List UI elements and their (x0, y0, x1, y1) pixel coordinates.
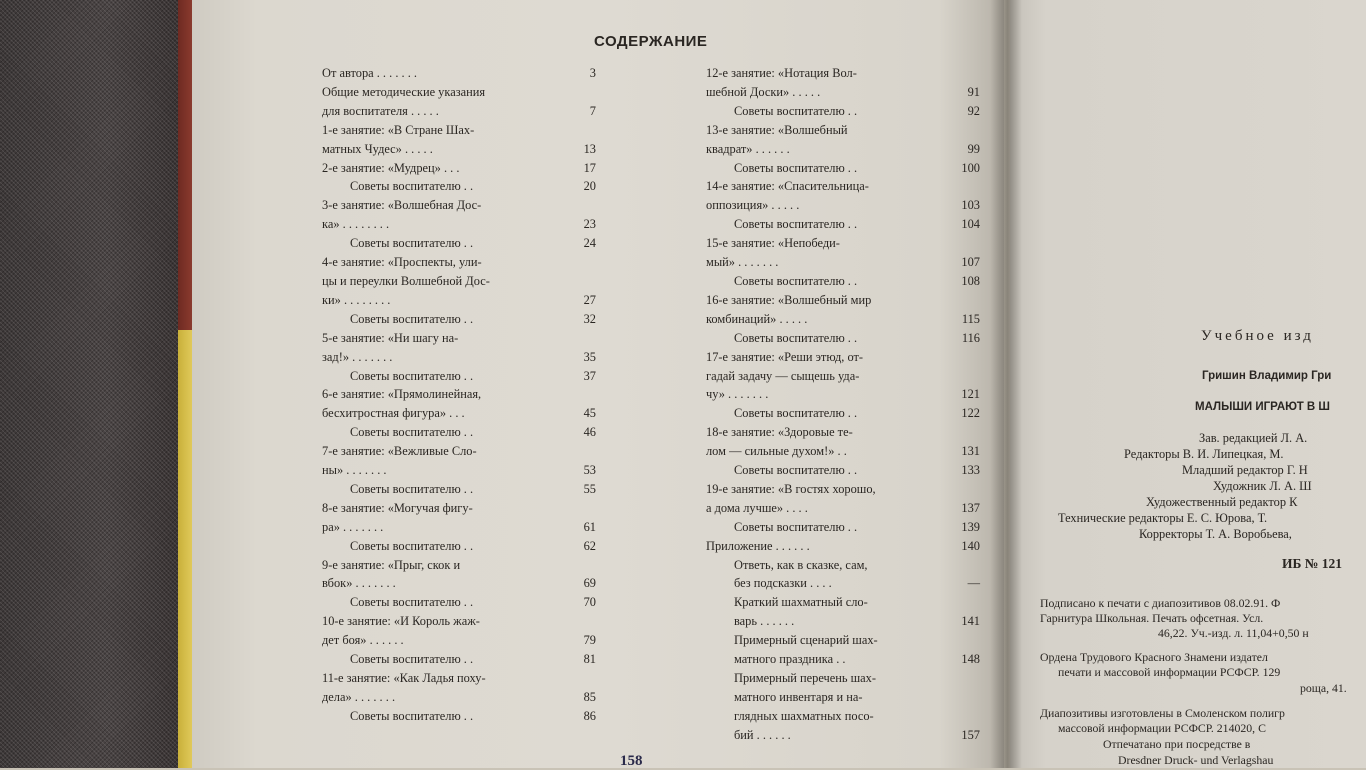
toc-entry-text: матного праздника . . (734, 652, 846, 667)
toc-subentry (706, 215, 984, 234)
toc-subentry (322, 480, 600, 499)
toc-page-number: 70 (583, 595, 596, 610)
toc-entry (322, 64, 600, 83)
toc-entry-text: Советы воспитателю . . (350, 368, 474, 383)
toc-page-number: 81 (583, 652, 596, 667)
toc-subentry (706, 556, 984, 594)
toc-entry (706, 291, 984, 329)
book-gutter (990, 0, 1022, 768)
toc-page-number: 108 (961, 273, 980, 288)
toc-entry-text: Советы воспитателю . . (350, 538, 474, 553)
imprint-edition-type: Учебное изд (1201, 328, 1314, 344)
toc-entry (706, 177, 984, 215)
toc-subentry (706, 518, 984, 537)
toc-page-number: 140 (961, 538, 980, 553)
toc-entry-text: бий . . . . . . (734, 727, 791, 742)
toc-subentry (706, 272, 984, 291)
toc-entry-text: 16-е занятие: «Волшебный мир (706, 292, 872, 307)
toc-entry-text: для воспитателя . . . . . (322, 103, 439, 118)
toc-subentry (706, 631, 984, 669)
toc-page-number: 116 (961, 330, 980, 345)
toc-column-right (706, 64, 984, 745)
toc-entry-text: Советы воспитателю . . (350, 425, 474, 440)
toc-page-number: 141 (961, 614, 980, 629)
toc-page-number: 7 (589, 103, 596, 118)
toc-entry-text: варь . . . . . . (734, 614, 795, 629)
toc-page-number: 32 (583, 311, 596, 326)
imprint-line: Ордена Трудового Красного Знамени издател (1040, 650, 1268, 664)
toc-entry-text: Советы воспитателю . . (734, 217, 858, 232)
toc-entry-text: матных Чудес» . . . . . (322, 141, 433, 156)
toc-entry-text: 8-е занятие: «Могучая фигу- (322, 500, 473, 515)
imprint-line: Младший редактор Г. Н (1182, 463, 1308, 477)
toc-subentry (322, 423, 600, 442)
toc-entry (706, 480, 984, 518)
toc-entry-text: Советы воспитателю . . (350, 708, 474, 723)
toc-entry (322, 499, 600, 537)
toc-entry-text: 2-е занятие: «Мудрец» . . . (322, 160, 460, 175)
toc-entry-text: комбинаций» . . . . . (706, 311, 808, 326)
toc-page-number: 62 (583, 538, 596, 553)
imprint-line: Dresdner Druck- und Verlagshau (1118, 753, 1274, 767)
toc-entry-text: ра» . . . . . . . (322, 519, 384, 534)
toc-page-number: 37 (583, 368, 596, 383)
imprint-line: Отпечатано при посредстве в (1103, 737, 1251, 751)
imprint-line: роща, 41. (1300, 681, 1347, 695)
toc-page-number: 139 (961, 519, 980, 534)
toc-subentry (322, 177, 600, 196)
toc-entry-text: цы и переулки Волшебной Дос- (322, 273, 490, 288)
toc-entry-text: вбок» . . . . . . . (322, 576, 396, 591)
toc-page-number: 104 (961, 217, 980, 232)
toc-entry-text: глядных шахматных посо- (734, 708, 874, 723)
toc-subentry (322, 650, 600, 669)
toc-subentry (706, 461, 984, 480)
toc-entry-text: 11-е занятие: «Как Ладья поху- (322, 671, 486, 685)
toc-page-number: 92 (967, 103, 980, 118)
imprint-ib-number: ИБ № 121 (1282, 556, 1342, 571)
imprint-line: массовой информации РСФСР. 214020, С (1058, 721, 1266, 735)
toc-page-number: 100 (961, 160, 980, 175)
toc-entry (322, 83, 600, 121)
toc-entry-text: 1-е занятие: «В Стране Шах- (322, 122, 475, 137)
toc-page-number: 46 (583, 425, 596, 440)
imprint-author: Гришин Владимир Гри (1202, 370, 1332, 382)
toc-entry (322, 612, 600, 650)
toc-entry-text: чу» . . . . . . . (706, 387, 769, 402)
toc-page-number: 24 (583, 236, 596, 251)
toc-entry-text: ны» . . . . . . . (322, 463, 387, 478)
toc-entry-text: От автора . . . . . . . (322, 66, 418, 80)
toc-entry-text: Советы воспитателю . . (350, 481, 474, 496)
toc-entry (322, 385, 600, 423)
toc-entry (706, 348, 984, 405)
toc-entry-text: 9-е занятие: «Прыг, скок и (322, 557, 461, 572)
toc-entry-text: 10-е занятие: «И Король жаж- (322, 614, 480, 629)
toc-entry-text: 17-е занятие: «Реши этюд, от- (706, 349, 864, 364)
toc-entry (322, 669, 600, 707)
toc-page-number: 23 (583, 217, 596, 232)
toc-page-number: 79 (583, 633, 596, 648)
toc-entry (322, 253, 600, 310)
toc-entry-text: Приложение . . . . . . (706, 538, 810, 553)
toc-entry (322, 329, 600, 367)
toc-entry (706, 121, 984, 159)
toc-page-number: 86 (583, 708, 596, 723)
toc-subentry (322, 707, 600, 726)
toc-entry-text: лом — сильные духом!» . . (706, 444, 847, 459)
toc-entry-text: 18-е занятие: «Здоровые те- (706, 425, 853, 440)
toc-entry (322, 159, 600, 178)
toc-entry-text: Советы воспитателю . . (350, 652, 474, 667)
toc-subentry (706, 102, 984, 121)
toc-entry (322, 556, 600, 594)
toc-entry (322, 196, 600, 234)
toc-page-number: 35 (583, 349, 596, 364)
toc-entry-text: 4-е занятие: «Проспекты, ули- (322, 255, 482, 270)
imprint-line: Художественный редактор К (1146, 495, 1298, 509)
toc-subentry (706, 329, 984, 348)
toc-page-number: 55 (583, 481, 596, 496)
imprint-title: МАЛЫШИ ИГРАЮТ В Ш (1195, 401, 1330, 413)
toc-subentry (706, 404, 984, 423)
toc-entry-text: Советы воспитателю . . (734, 160, 858, 175)
toc-subentry (322, 234, 600, 253)
toc-entry-text: Советы воспитателю . . (734, 103, 858, 118)
toc-page-number: 85 (583, 689, 596, 704)
toc-entry-text: Советы воспитателю . . (734, 273, 858, 288)
toc-page-number: 103 (961, 198, 980, 213)
toc-page-number: 45 (583, 406, 596, 421)
toc-page-number: 3 (589, 66, 596, 80)
toc-subentry (322, 593, 600, 612)
toc-entry-text: 3-е занятие: «Волшебная Дос- (322, 198, 482, 213)
imprint-line: Редакторы В. И. Липецкая, М. (1124, 447, 1284, 461)
toc-entry-text: мый» . . . . . . . (706, 255, 779, 270)
toc-subentry (706, 593, 984, 631)
toc-entry-text: дет боя» . . . . . . (322, 633, 404, 648)
toc-entry-text: зад!» . . . . . . . (322, 349, 393, 364)
toc-entry-text: 13-е занятие: «Волшебный (706, 122, 848, 137)
toc-page-number: 115 (961, 311, 980, 326)
toc-entry-text: Советы воспитателю . . (734, 519, 858, 534)
imprint-line: 46,22. Уч.-изд. л. 11,04+0,50 н (1158, 626, 1309, 640)
toc-page-number: 53 (583, 463, 596, 478)
toc-page-number: 122 (961, 406, 980, 421)
toc-page-number: 137 (961, 500, 980, 515)
imprint-line: Диапозитивы изготовлены в Смоленском полигр (1040, 706, 1285, 720)
imprint-line: Подписано к печати с диапозитивов 08.02.91. Ф (1040, 596, 1281, 610)
toc-entry-text: Советы воспитателю . . (734, 406, 858, 421)
imprint-line: Гарнитура Школьная. Печать офсетная. Усл. (1040, 611, 1264, 625)
toc-entry-text: шебной Доски» . . . . . (706, 84, 821, 99)
toc-subentry (706, 159, 984, 178)
imprint-line: печати и массовой информации РСФСР. 129 (1058, 665, 1281, 679)
toc-entry-text: 5-е занятие: «Ни шагу на- (322, 330, 459, 345)
toc-page-number: — (967, 576, 980, 591)
toc-entry (706, 537, 984, 556)
toc-subentry (322, 537, 600, 556)
toc-page-number: 17 (583, 160, 596, 175)
toc-entry-text: Примерный сценарий шах- (734, 633, 878, 648)
toc-page-number: 107 (961, 255, 980, 270)
toc-page-number: 133 (961, 463, 980, 478)
toc-entry-text: ка» . . . . . . . . (322, 217, 390, 232)
toc-entry-text: бесхитростная фигура» . . . (322, 406, 465, 421)
imprint-line: Зав. редакцией Л. А. (1199, 431, 1308, 445)
toc-entry-text: без подсказки . . . . (734, 576, 832, 591)
toc-entry-text: 19-е занятие: «В гостях хорошо, (706, 481, 876, 496)
toc-entry (322, 442, 600, 480)
imprint-line: Технические редакторы Е. С. Юрова, Т. (1058, 511, 1268, 525)
toc-entry-text: квадрат» . . . . . . (706, 141, 790, 156)
toc-page-number: 69 (583, 576, 596, 591)
toc-entry-text: Советы воспитателю . . (350, 179, 474, 194)
toc-page-number: 121 (961, 387, 980, 402)
toc-entry-text: 15-е занятие: «Непобеди- (706, 236, 840, 251)
page-number: 158 (620, 753, 643, 769)
toc-page-number: 91 (967, 84, 980, 99)
toc-entry-text: а дома лучше» . . . . (706, 500, 808, 515)
toc-subentry (322, 310, 600, 329)
toc-entry-text: гадай задачу — сыщешь уда- (706, 368, 860, 383)
toc-page-number: 157 (961, 727, 980, 742)
book-cover-cloth (0, 0, 178, 768)
toc-entry-text: 14-е занятие: «Спасительница- (706, 179, 869, 194)
toc-entry-text: матного инвентаря и на- (734, 689, 863, 704)
toc-entry-text: ки» . . . . . . . . (322, 292, 391, 307)
cover-edge-yellow (178, 330, 192, 768)
toc-entry-text: Советы воспитателю . . (734, 463, 858, 478)
toc-page-number: 99 (967, 141, 980, 156)
toc-entry-text: Советы воспитателю . . (734, 330, 858, 345)
toc-entry (706, 234, 984, 272)
toc-subentry (706, 669, 984, 745)
toc-page-number: 27 (583, 292, 596, 307)
toc-entry-text: Общие методические указания (322, 84, 486, 99)
toc-page-number: 148 (961, 652, 980, 667)
toc-entry-text: Примерный перечень шах- (734, 671, 876, 685)
toc-entry-text: Советы воспитателю . . (350, 595, 474, 610)
toc-entry (706, 64, 984, 102)
toc-column-left (322, 64, 600, 726)
toc-heading: СОДЕРЖАНИЕ (594, 33, 708, 50)
toc-entry-text: оппозиция» . . . . . (706, 198, 800, 213)
toc-entry (706, 423, 984, 461)
toc-entry-text: дела» . . . . . . . (322, 689, 396, 704)
toc-entry (322, 121, 600, 159)
toc-page-number: 13 (583, 141, 596, 156)
toc-entry-text: 6-е занятие: «Прямолинейная, (322, 387, 482, 402)
toc-page-number: 20 (583, 179, 596, 194)
toc-page-number: 131 (961, 444, 980, 459)
imprint-line: Корректоры Т. А. Воробьева, (1139, 527, 1292, 541)
toc-page-number: 61 (583, 519, 596, 534)
toc-entry-text: Краткий шахматный сло- (734, 595, 868, 610)
imprint-line: Художник Л. А. Ш (1213, 479, 1312, 493)
toc-subentry (322, 367, 600, 386)
toc-entry-text: Советы воспитателю . . (350, 236, 474, 251)
toc-entry-text: Советы воспитателю . . (350, 311, 474, 326)
toc-entry-text: 12-е занятие: «Нотация Вол- (706, 66, 857, 80)
toc-entry-text: Ответь, как в сказке, сам, (734, 557, 868, 572)
toc-entry-text: 7-е занятие: «Вежливые Сло- (322, 444, 477, 459)
